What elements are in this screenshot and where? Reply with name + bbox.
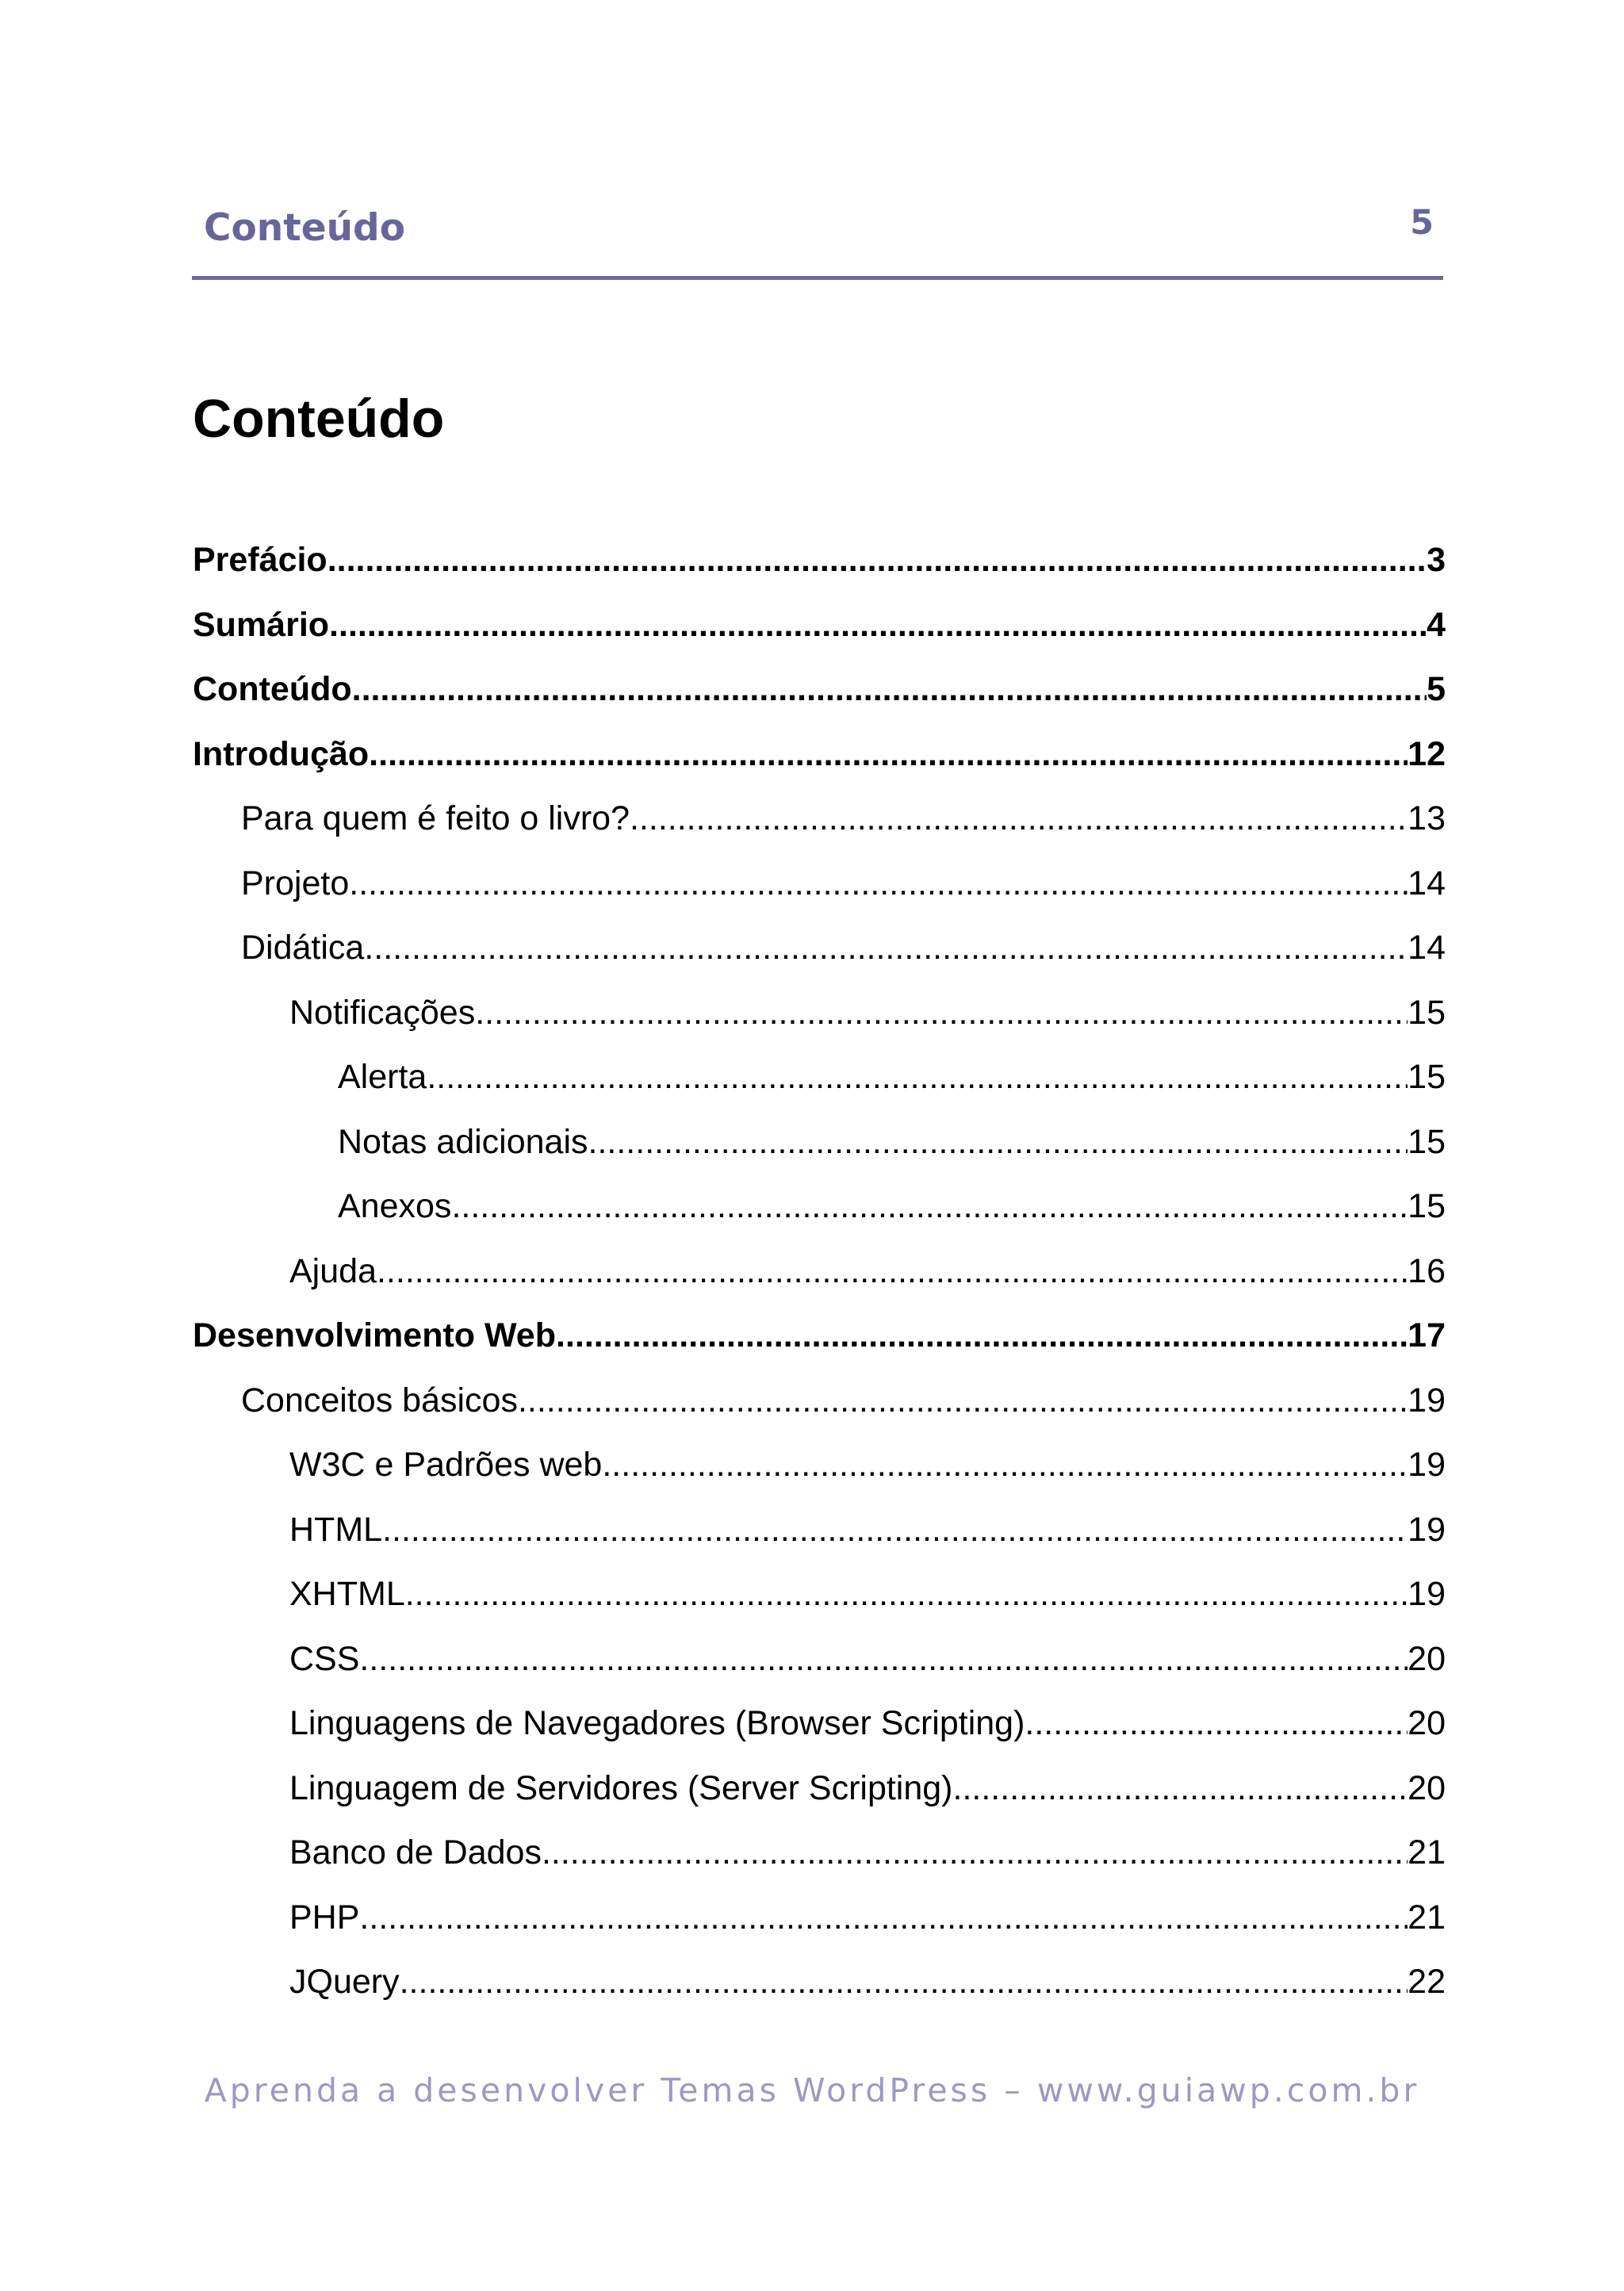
toc-entry-page-number: 15 (1408, 1058, 1446, 1096)
toc-entry-label: Ajuda (289, 1252, 377, 1290)
footer-text: Aprenda a desenvolver Temas WordPress – www.guiawp.com.br (204, 2071, 1420, 2109)
toc-entry-label: Banco de Dados (289, 1833, 542, 1871)
toc-entry-page-number: 22 (1408, 1963, 1446, 2001)
toc-entry-label: Linguagens de Navegadores (Browser Scripting) (289, 1704, 1025, 1742)
toc-dot-leader (405, 1572, 1408, 1616)
toc-entry-label: Sumário (193, 606, 330, 644)
toc-dot-leader (377, 1249, 1408, 1293)
toc-entry-label: Desenvolvimento Web (193, 1316, 556, 1354)
toc-entry-page-number: 19 (1408, 1446, 1446, 1484)
toc-entry-label: Prefácio (193, 541, 327, 579)
toc-entry[interactable] (193, 732, 1446, 776)
toc-entry-label: Notificações (289, 994, 476, 1032)
toc-dot-leader (400, 1960, 1408, 2004)
toc-dot-leader (382, 1508, 1408, 1552)
toc-entry[interactable] (241, 796, 1446, 841)
toc-entry-page-number: 19 (1408, 1575, 1446, 1613)
toc-dot-leader (327, 538, 1427, 582)
toc-entry[interactable] (193, 603, 1446, 647)
toc-entry[interactable] (241, 861, 1446, 906)
toc-entry-label: XHTML (289, 1575, 405, 1613)
toc-entry-page-number: 13 (1408, 799, 1446, 837)
toc-entry-page-number: 15 (1408, 1123, 1446, 1161)
toc-entry-page-number: 20 (1408, 1640, 1446, 1678)
toc-dot-leader (588, 1120, 1408, 1164)
toc-entry-label: CSS (289, 1640, 360, 1678)
toc-entry-page-number: 14 (1408, 929, 1446, 967)
toc-entry-label: W3C e Padrões web (289, 1446, 603, 1484)
toc-entry-label: Conceitos básicos (241, 1381, 518, 1419)
toc-entry[interactable] (193, 538, 1446, 582)
toc-entry-page-number: 15 (1408, 994, 1446, 1032)
toc-entry-page-number: 19 (1408, 1511, 1446, 1549)
toc-entry-label: HTML (289, 1511, 383, 1549)
toc-entry[interactable] (289, 1766, 1446, 1810)
page-title: Conteúdo (193, 389, 445, 449)
toc-dot-leader (359, 1895, 1408, 1940)
toc-dot-leader (475, 990, 1408, 1035)
toc-entry[interactable] (338, 1184, 1446, 1228)
toc-entry-page-number: 14 (1408, 864, 1446, 902)
toc-entry[interactable] (289, 1249, 1446, 1293)
toc-entry-page-number: 12 (1408, 735, 1446, 773)
toc-entry[interactable] (193, 667, 1446, 711)
toc-entry-label: Notas adicionais (338, 1123, 588, 1161)
toc-entry-label: Para quem é feito o livro? (241, 799, 630, 837)
toc-dot-leader (352, 667, 1427, 711)
toc-entry-page-number: 21 (1408, 1898, 1446, 1937)
header-page-number: 5 (1410, 203, 1434, 243)
toc-dot-leader (602, 1442, 1408, 1487)
toc-dot-leader (364, 925, 1408, 970)
toc-entry-page-number: 3 (1427, 541, 1446, 579)
toc-entry[interactable] (241, 1378, 1446, 1423)
toc-entry[interactable] (289, 990, 1446, 1035)
toc-entry-label: JQuery (289, 1963, 400, 2001)
toc-entry-page-number: 17 (1408, 1316, 1446, 1354)
toc-entry[interactable] (241, 925, 1446, 970)
toc-entry[interactable] (289, 1960, 1446, 2004)
toc-dot-leader (359, 1637, 1408, 1681)
toc-entry-label: Alerta (338, 1058, 427, 1096)
toc-dot-leader (349, 861, 1408, 906)
toc-entry[interactable] (289, 1637, 1446, 1681)
toc-dot-leader (1025, 1701, 1408, 1745)
toc-entry-page-number: 15 (1408, 1187, 1446, 1225)
toc-entry-label: PHP (289, 1898, 360, 1937)
toc-dot-leader (630, 796, 1408, 841)
toc-entry-label: Projeto (241, 864, 350, 902)
toc-entry-label: Didática (241, 929, 365, 967)
toc-entry-label: Anexos (338, 1187, 452, 1225)
toc-entry-label: Linguagem de Servidores (Server Scripting) (289, 1769, 953, 1807)
toc-entry-page-number: 21 (1408, 1833, 1446, 1871)
toc-entry[interactable] (289, 1572, 1446, 1616)
toc-entry[interactable] (289, 1701, 1446, 1745)
toc-entry[interactable] (338, 1120, 1446, 1164)
toc-entry-page-number: 20 (1408, 1704, 1446, 1742)
toc-dot-leader (329, 603, 1427, 647)
toc-dot-leader (427, 1055, 1408, 1099)
toc-entry[interactable] (338, 1055, 1446, 1099)
toc-entry-page-number: 4 (1427, 606, 1446, 644)
toc-entry-page-number: 5 (1427, 670, 1446, 708)
header-title: Conteúdo (204, 206, 405, 250)
toc-entry[interactable] (289, 1508, 1446, 1552)
toc-dot-leader (953, 1766, 1408, 1810)
toc-entry-page-number: 20 (1408, 1769, 1446, 1807)
toc-entry-label: Introdução (193, 735, 370, 773)
toc-entry[interactable] (193, 1313, 1446, 1358)
toc-entry-label: Conteúdo (193, 670, 352, 708)
toc-dot-leader (369, 732, 1408, 776)
toc-entry-page-number: 19 (1408, 1381, 1446, 1419)
toc-entry[interactable] (289, 1895, 1446, 1940)
toc-entry-page-number: 16 (1408, 1252, 1446, 1290)
toc-dot-leader (451, 1184, 1408, 1228)
toc-dot-leader (518, 1378, 1408, 1423)
toc-entry[interactable] (289, 1442, 1446, 1487)
toc-dot-leader (542, 1830, 1408, 1875)
toc-entry[interactable] (289, 1830, 1446, 1875)
toc-dot-leader (556, 1313, 1408, 1358)
